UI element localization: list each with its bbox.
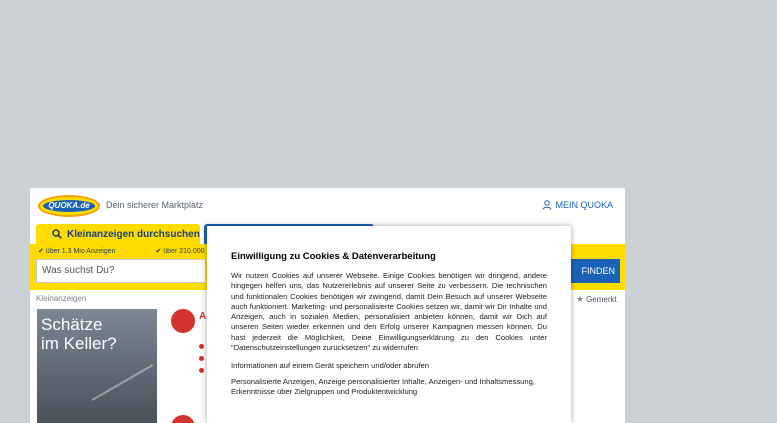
logo-text: QUOKA.de <box>43 200 95 212</box>
promo-line-1: Schätze <box>41 315 103 334</box>
stat-anzeigen: ✔ über 1.3 Mio Anzeigen <box>38 248 116 255</box>
dialog-title: Einwilligung zu Cookies & Datenverarbeitung <box>231 251 436 262</box>
tab-kleinanzeigen-durchsuchen[interactable] <box>36 224 200 244</box>
search-input[interactable]: Was suchst Du? <box>36 259 206 283</box>
gemerkt-label: Gemerkt <box>586 295 617 304</box>
promo-line-2: im Keller? <box>41 334 117 353</box>
mein-quoka-label: MEIN QUOKA <box>555 200 613 210</box>
star-icon: ★ <box>576 294 585 304</box>
stat-secondary: ✔ über 210.000 <box>155 248 205 255</box>
mein-quoka-link[interactable] <box>542 200 613 210</box>
category-bullets <box>199 344 205 380</box>
cookie-consent-dialog <box>207 226 571 423</box>
promo-headline <box>41 315 117 353</box>
dialog-body: Wir nutzen Cookies auf unserer Webseite. Einige Cookies benötigen wir dringend, andere hingegen helfen uns, das Nutzererlebnis auf unserer Seite zu verbessern. Die technischen und funktionalen Cookies benötigen wir zwingend, damit Dein Besuch auf unserer Webseite auch funktioniert. Marketing- und personalisierte Cookies setzen wir, damit wir Dir Inhalte und Anzeigen, auch in sozialen Medien, personalisiert anbieten können, damit wir Dich auf unseren Seiten wieder erkennen und den Erfolg unserer Kampagnen messen können. Du hast jederzeit die Möglichkeit, Deine Einwilligungserklärung zu den Cookies unter "Datenschutzeinstellungen zurücksetzen" zu widerrufen <box>231 271 547 353</box>
section-label: Kleinanzeigen <box>36 294 87 303</box>
category-icon-2[interactable] <box>171 415 195 423</box>
top-bar <box>30 188 625 224</box>
find-button[interactable]: FINDEN <box>570 259 620 283</box>
bullet <box>199 368 204 373</box>
gemerkt-link[interactable] <box>576 294 617 305</box>
search-icon <box>52 229 62 239</box>
bullet <box>199 356 204 361</box>
car-category-icon[interactable] <box>171 309 195 333</box>
dialog-subheading: Informationen auf einem Gerät speichern und/oder abrufen <box>231 361 429 371</box>
dialog-subtext: Personalisierte Anzeigen, Anzeige personalisierter Inhalte, Anzeigen- und Inhaltsmessung, Erkenntnisse über Zielgruppen und Produktentwicklung <box>231 376 535 396</box>
stats-line <box>38 247 205 255</box>
category-title-initial[interactable]: A <box>199 311 207 322</box>
promo-banner[interactable] <box>37 309 157 423</box>
tab-label: Kleinanzeigen durchsuchen <box>67 228 200 240</box>
promo-ladder-graphic <box>92 364 157 423</box>
quoka-logo[interactable] <box>38 195 100 217</box>
bullet <box>199 344 204 349</box>
tagline: Dein sicherer Marktplatz <box>106 200 204 210</box>
user-icon <box>542 200 552 210</box>
